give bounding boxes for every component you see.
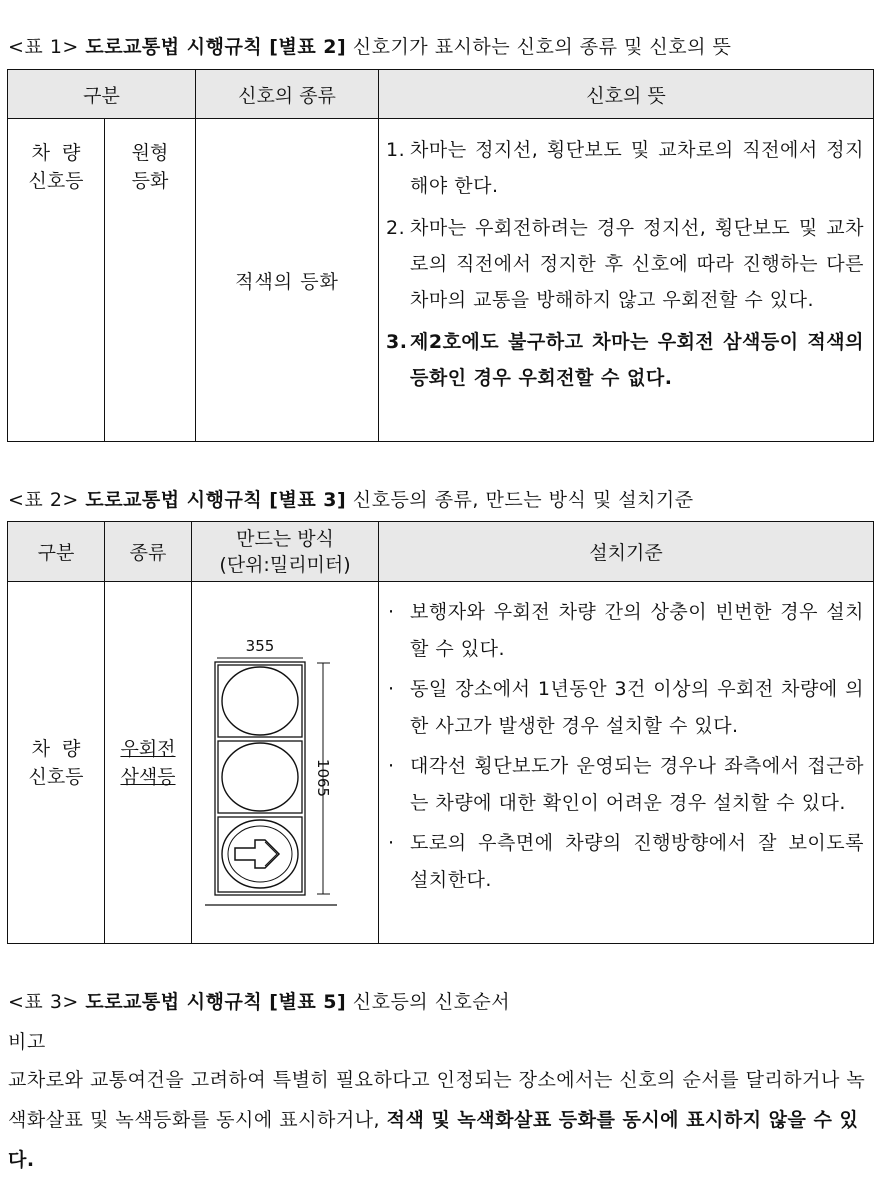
width-label: 355: [245, 636, 275, 655]
lamp-box-3: [218, 817, 302, 892]
lamp-circle-3: [222, 820, 298, 888]
table2-bullet-1: · 보행자와 우회전 차량 간의 상충이 빈번한 경우 설치할 수 있다.: [388, 601, 864, 660]
table3-caption-rest: 신호등의 신호순서: [346, 991, 511, 1013]
lamp-box-1: [218, 665, 302, 737]
table2-category-vehicle: 차 량 신호등: [8, 582, 105, 944]
table2-kind-right-turn-signal: 우회전 삼색등: [105, 582, 192, 944]
note-paragraph: [8, 1060, 874, 1180]
lamp-circle-3-inner: [228, 826, 292, 882]
table1-row: [8, 119, 874, 442]
table2-header-criteria: 설치기준: [379, 522, 874, 582]
table1-meaning-cell: [379, 119, 874, 442]
table2-bullet-4: · 도로의 우측면에 차량의 진행방향에서 잘 보이도록 설치한다.: [388, 832, 864, 891]
table1-item-3: 3. 제2호에도 불구하고 차마는 우회전 삼색등이 적색의 등화인 경우 우회전할 수 없다.: [386, 331, 864, 389]
table2-bullet-3: · 대각선 횡단보도가 운영되는 경우나 좌측에서 접근하는 차량에 대한 확인이 어려운 경우 설치할 수 있다.: [388, 755, 864, 814]
table2-row: [8, 582, 874, 944]
table2-header-kind: 종류: [105, 522, 192, 582]
note-label: 비고: [8, 1031, 46, 1053]
table2-caption-rest: 신호등의 종류, 만드는 방식 및 설치기준: [346, 489, 694, 511]
table1-header-row: [8, 70, 874, 119]
table1-caption-rest: 신호기가 표시하는 신호의 종류 및 신호의 뜻: [346, 36, 732, 58]
table1-caption: [8, 32, 731, 59]
table2-criteria-cell: [379, 582, 874, 944]
table1-caption-bold: 도로교통법 시행규칙 [별표 2]: [85, 36, 347, 58]
signal-diagram: [205, 618, 365, 908]
table1-header-kind: 신호의 종류: [196, 70, 379, 119]
table2-header-row: [8, 522, 874, 582]
table1-kind-red: 적색의 등화: [196, 119, 379, 442]
note-paragraph-bold: 적색 및 녹색화살표 등화를 동시에 표시하지 않을 수 있다.: [8, 1109, 859, 1171]
table2-diagram-cell: [192, 582, 379, 944]
table2-caption-prefix: <표 2>: [8, 489, 86, 511]
table3-caption: [8, 987, 510, 1014]
lamp-box-2: [218, 741, 302, 813]
table2: [7, 521, 874, 944]
table3-caption-bold: 도로교통법 시행규칙 [별표 5]: [85, 991, 347, 1013]
table2-bullet-2: · 동일 장소에서 1년동안 3건 이상의 우회전 차량에 의한 사고가 발생한 경우 설치할 수 있다.: [388, 678, 864, 737]
lamp-circle-2: [222, 743, 298, 811]
table1-category-circle: 원형 등화: [105, 119, 196, 442]
note-paragraph-normal: 교차로와 교통여건을 고려하여 특별히 필요하다고 인정되는 장소에서는 신호의 순서를 달리하거나 녹색화살표 및 녹색등화를 동시에 표시하거나,: [8, 1069, 866, 1131]
table1-header-category: 구분: [8, 70, 196, 119]
table2-caption-bold: 도로교통법 시행규칙 [별표 3]: [85, 489, 347, 511]
lamp-circle-1: [222, 667, 298, 735]
height-label: 1065: [314, 758, 332, 797]
table1: [7, 69, 874, 442]
table1-caption-prefix: <표 1>: [8, 36, 86, 58]
table2-caption: [8, 485, 694, 512]
table1-category-vehicle: 차 량 신호등: [8, 119, 105, 442]
table1-item-2: 2. 차마는 우회전하려는 경우 정지선, 횡단보도 및 교차로의 직전에서 정지한 후 신호에 따라 진행하는 다른 차마의 교통을 방해하지 않고 우회전할 수 있다.: [386, 217, 864, 311]
table1-header-meaning: 신호의 뜻: [379, 70, 874, 119]
table2-header-category: 구분: [8, 522, 105, 582]
table2-header-method: 만드는 방식 (단위:밀리미터): [192, 522, 379, 582]
table1-item-1: 1. 차마는 정지선, 횡단보도 및 교차로의 직전에서 정지해야 한다.: [386, 139, 864, 197]
right-arrow-icon: [235, 840, 279, 868]
table3-caption-prefix: <표 3>: [8, 991, 86, 1013]
